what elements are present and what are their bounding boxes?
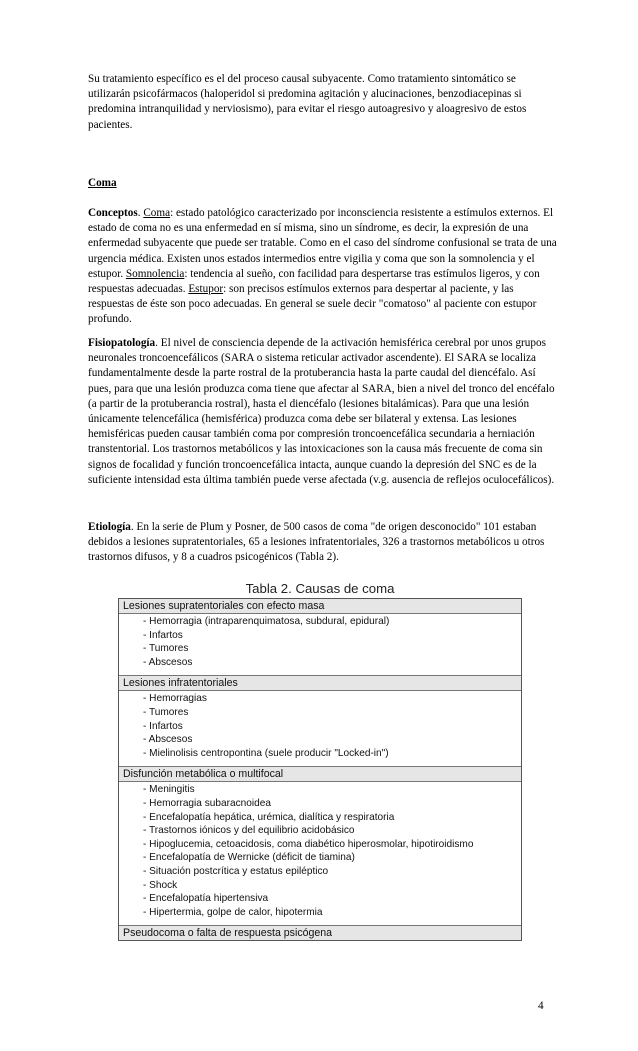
- table-section-heading: Disfunción metabólica o multifocal: [119, 767, 521, 782]
- term-coma: Coma: [143, 207, 171, 219]
- fisiopatologia-label: Fisiopatología: [88, 337, 156, 349]
- term-somnolencia: Somnolencia: [125, 267, 185, 280]
- table-body: [118, 598, 522, 941]
- table-item: - Hipoglucemia, cetoacidosis, coma diabético hiperosmolar, hipotiroidismo: [143, 838, 521, 852]
- table-item: - Infartos: [143, 629, 521, 643]
- etiologia-label: Etiología: [88, 521, 131, 533]
- conceptos-text-2: : tendencia al sueño, con facilidad para despertarse tras estímulos ligeros, y con respuestas adecuadas.: [88, 267, 540, 296]
- table-section: [119, 926, 521, 940]
- table-item: - Hemorragia (intraparenquimatosa, subdural, epidural): [143, 615, 521, 629]
- table-item: - Trastornos iónicos y del equilibrio acidobásico: [143, 824, 521, 838]
- table-section-heading: Pseudocoma o falta de respuesta psicógena: [119, 926, 521, 940]
- intro-text: Su tratamiento específico es el del proceso causal subyacente. Como tratamiento sintomático se utilizarán psicofármacos (haloperidol si predomina agitación y alucinaciones, benzodiacepinas si predomina intranquilidad y nerviosismo), para evitar el riesgo autoagresivo y aloagresivo de estos pacientes.: [88, 73, 527, 131]
- conceptos-text-1: : estado patológico caracterizado por inconsciencia resistente a estímulos externos. El estado de coma no es una enfermedad en sí misma, sino un síndrome, es decir, la expresión de una enfermedad subyacente que puede ser tratable. Como en el caso del síndrome confusional se trata de una urgencia médica. Existen unos estados intermedios entre vigilia y coma que son la somnolencia y el estupor.: [88, 207, 557, 280]
- table-item: - Encefalopatía de Wernicke (déficit de tiamina): [143, 851, 521, 865]
- coma-heading: Coma: [88, 177, 117, 189]
- table-item: - Hemorragias: [143, 692, 521, 706]
- table-section-items: [119, 782, 521, 925]
- table-item: - Tumores: [143, 642, 521, 656]
- table-item: - Hipertermia, golpe de calor, hipotermia: [143, 906, 521, 920]
- table-item: - Shock: [143, 879, 521, 893]
- table-item: - Meningitis: [143, 783, 521, 797]
- table-section-heading: Lesiones supratentoriales con efecto masa: [119, 599, 521, 614]
- table-section-items: [119, 691, 521, 766]
- section-heading-coma: [88, 176, 558, 191]
- table-title: Tabla 2. Causas de coma: [245, 581, 395, 596]
- table-item: - Encefalopatía hepática, urémica, dialítica y respiratoria: [143, 811, 521, 825]
- fisiopatologia-text: . El nivel de consciencia depende de la activación hemisférica cerebral por unos grupos neuronales troncoencefálicos (SARA o sistema reticular activador ascendente). El SARA se localiza fundamentalmente desde la parte rostral de la protuberancia hasta la parte caudal del diencéfalo. Así pues, para que una lesión produzca coma tiene que afectar al SARA, bien a nivel del tronco del encéfalo (a partir de la protuberancia rostral), hasta el diencéfalo (lesiones bitalámicas). Para que una lesión únicamente telencefálica (hemisférica) produzca coma debe ser bilateral y extensa. Las lesiones hemisféricas pueden causar también coma por compresión troncoencefálica secundaria a herniación transtentorial. Los trastornos metabólicos y las intoxicaciones son la causa más frecuente de coma sin signos de focalidad y función troncoencefálica intacta, aunque cuando la depresión del SNC es de la suficiente intensidad esta última también puede verse afectada (v.g. ausencia de reflejos oculocefálicos).: [88, 337, 555, 486]
- term-estupor: Estupor: [188, 283, 224, 296]
- table-item: - Mielinolisis centropontina (suele producir "Locked-in"): [143, 747, 521, 761]
- table-item: - Hemorragia subaracnoidea: [143, 797, 521, 811]
- conceptos-separator: .: [137, 207, 144, 219]
- table-item: - Abscesos: [143, 656, 521, 670]
- table-section: [119, 676, 521, 767]
- etiologia-text: . En la serie de Plum y Posner, de 500 casos de coma "de origen desconocido" 101 estaban debidos a lesiones supratentoriales, 65 a lesiones infratentoriales, 326 a trastornos metabólicos u otros trastornos difusos, y 8 a cuadros psicogénicos (Tabla 2).: [88, 521, 545, 564]
- fisiopatologia-paragraph: [88, 336, 558, 488]
- table-item: - Infartos: [143, 720, 521, 734]
- table-section-heading: Lesiones infratentoriales: [119, 676, 521, 691]
- table-section: [119, 767, 521, 926]
- table-item: - Abscesos: [143, 733, 521, 747]
- causas-coma-table: [118, 580, 522, 941]
- intro-paragraph: [88, 72, 558, 133]
- page-number: 4: [538, 1000, 544, 1012]
- conceptos-label: Conceptos: [88, 207, 138, 219]
- table-item: - Situación postcrítica y estatus epiléptico: [143, 865, 521, 879]
- table-item: - Tumores: [143, 706, 521, 720]
- table-section: [119, 599, 521, 676]
- table-item: - Encefalopatía hipertensiva: [143, 892, 521, 906]
- conceptos-paragraph: [88, 206, 558, 328]
- etiologia-paragraph: [88, 520, 558, 566]
- table-section-items: [119, 614, 521, 675]
- conceptos-text-3: : son precisos estímulos externos para despertar al paciente, y las respuestas de éste son poco adecuadas. En general se suele decir "comatoso" al paciente con estupor profundo.: [88, 283, 537, 326]
